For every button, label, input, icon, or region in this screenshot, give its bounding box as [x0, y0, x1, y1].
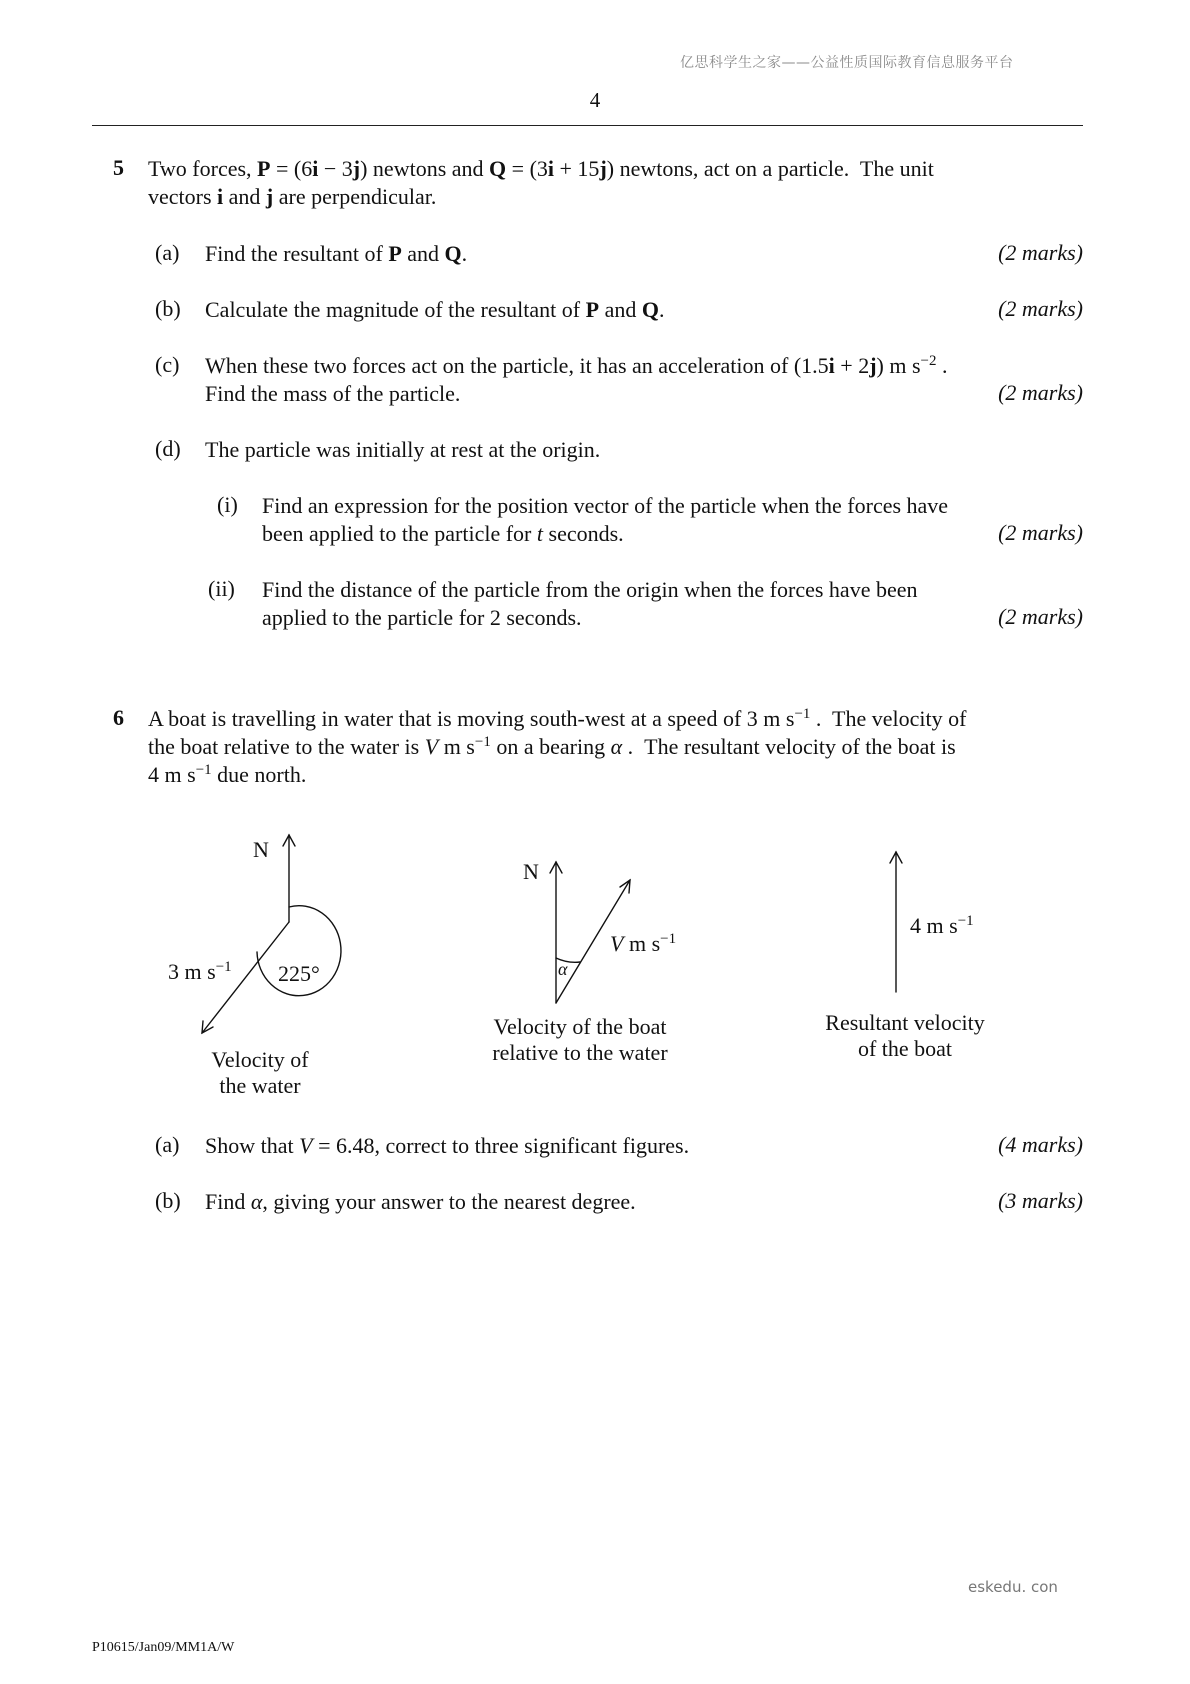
boat-north-label: N — [523, 859, 539, 884]
q5di-marks: (2 marks) — [998, 520, 1083, 545]
alpha-label: α — [558, 959, 568, 979]
water-caption: Velocity of the water — [211, 1047, 309, 1098]
q6a-marks: (4 marks) — [998, 1132, 1083, 1157]
q5di-label: (i) — [217, 492, 238, 517]
q6a-label: (a) — [155, 1132, 180, 1157]
site-mark: eskedu. con — [968, 1578, 1058, 1596]
boat-caption: Velocity of the boat relative to the water — [492, 1014, 668, 1065]
page-number: 4 — [589, 88, 601, 112]
q5di-line1: Find an expression for the position vector of the particle when the forces have — [262, 493, 949, 518]
q5dii-line2: applied to the particle for 2 seconds. — [262, 605, 582, 630]
resultant-caption: Resultant velocity of the boat — [825, 1010, 985, 1061]
question-5-stem-line2: vectors i and j are perpendicular. — [148, 184, 437, 209]
q5dii-marks: (2 marks) — [998, 604, 1083, 629]
q5c-label: (c) — [155, 352, 180, 377]
q5d-text: The particle was initially at rest at the origin. — [205, 437, 601, 462]
q5dii-label: (ii) — [208, 576, 235, 601]
q5c-line1: When these two forces act on the particle, it has an acceleration of (1.5i + 2j) m $s^{-2}$ . — [205, 353, 948, 378]
question-5-stem-line1: Two forces, P = (6i − 3j) newtons and Q = (3i + 15j) newtons, act on a particle. The unit — [148, 156, 934, 181]
q5c-line2: Find the mass of the particle. — [205, 381, 461, 406]
water-north-label: N — [253, 837, 269, 862]
q5dii-line1: Find the distance of the particle from the origin when the forces have been — [262, 577, 918, 602]
boat-speed-label: V m $s^{-1}$ — [610, 931, 677, 956]
q6a-text: Show that V = 6.48, correct to three significant figures. — [205, 1133, 690, 1158]
question-5-number: 5 — [113, 155, 124, 180]
q5a-label: (a) — [155, 240, 180, 265]
watermark: 亿思科学生之家——公益性质国际教育信息服务平台 — [680, 55, 1014, 71]
q5b-marks: (2 marks) — [998, 296, 1083, 321]
q5a-marks: (2 marks) — [998, 240, 1083, 265]
q5b-text: Calculate the magnitude of the resultant of P and Q. — [205, 297, 665, 322]
angle-225-label: 225° — [278, 961, 320, 986]
water-speed-label: 3 m $s^{-1}$ — [168, 959, 232, 984]
paper-code: P10615/Jan09/MM1A/W — [92, 1640, 235, 1655]
question-6-stem-line2: the boat relative to the water is V m $s^{-1}$ on a bearing α . The resultant velocity of the boat is — [148, 734, 956, 759]
q5di-line2: been applied to the particle for t seconds. — [262, 521, 624, 546]
q6b-text: Find α, giving your answer to the nearest degree. — [205, 1189, 636, 1214]
question-6-stem-line3: 4 m $s^{-1}$ due north. — [148, 762, 307, 787]
q6b-marks: (3 marks) — [998, 1188, 1083, 1213]
q6b-label: (b) — [155, 1188, 181, 1213]
resultant-speed-label: 4 m $s^{-1}$ — [910, 913, 974, 938]
question-6-stem-line1: A boat is travelling in water that is moving south-west at a speed of 3 m $s^{-1}$ . The velocity of — [148, 706, 967, 731]
q5b-label: (b) — [155, 296, 181, 321]
question-6-number: 6 — [113, 705, 124, 730]
q5a-text: Find the resultant of P and Q. — [205, 241, 468, 266]
q5d-label: (d) — [155, 436, 181, 461]
q5c-marks: (2 marks) — [998, 380, 1083, 405]
